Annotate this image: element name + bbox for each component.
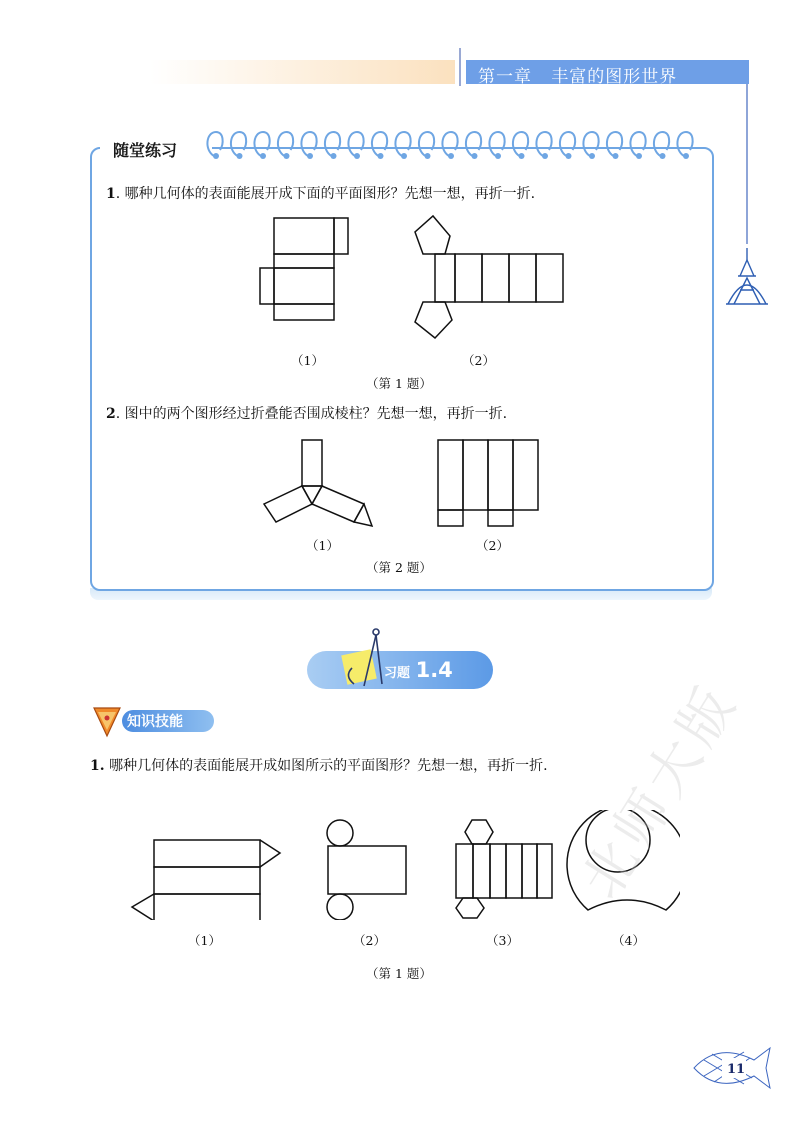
- watermark: 北师大版: [569, 672, 750, 910]
- header-divider: [459, 48, 461, 86]
- exercise-q1: [90, 755, 548, 775]
- exercise-q1-caption-3: （3）: [486, 933, 519, 948]
- exercise-q1-number: 1.: [90, 758, 105, 774]
- exercise-q1-text: 哪种几何体的表面能展开成如图所示的平面图形？先想一想，再折一折.: [109, 758, 548, 774]
- spiral-ring: [630, 132, 645, 156]
- spiral-hole: [378, 153, 384, 159]
- spiral-ring: [442, 132, 457, 156]
- header-gradient-band: [150, 60, 455, 84]
- spiral-hole: [213, 153, 219, 159]
- practice-q1-number: 1: [106, 186, 116, 202]
- spiral-hole: [472, 153, 478, 159]
- spiral-ring: [278, 132, 293, 156]
- practice-q2-figure-caption: （第 2 题）: [366, 560, 432, 575]
- practice-label: 随堂练习: [113, 141, 178, 160]
- practice-q2: 2. 图中的两个图形经过折叠能否围成棱柱？先想一想，再折一折.: [106, 406, 508, 422]
- spiral-ring: [348, 132, 363, 156]
- practice-q1-figure-caption: （第 1 题）: [366, 376, 432, 391]
- practice-q2-caption-2: （2）: [476, 538, 509, 553]
- practice-q1-caption-2: （2）: [462, 353, 495, 368]
- spiral-hole: [566, 153, 572, 159]
- exercise-q1-figure-caption: （第 1 题）: [366, 966, 432, 981]
- practice-q2-number: 2: [106, 406, 116, 422]
- practice-q1-caption-1: （1）: [291, 353, 324, 368]
- practice-q2-caption-1: （1）: [306, 538, 339, 553]
- spiral-ring: [489, 132, 504, 156]
- spiral-hole: [589, 153, 595, 159]
- spiral-ring: [372, 132, 387, 156]
- spiral-hole: [660, 153, 666, 159]
- spiral-hole: [613, 153, 619, 159]
- spiral-hole: [495, 153, 501, 159]
- spiral-hole: [542, 153, 548, 159]
- exercise-heading-word: 习题: [384, 666, 411, 681]
- spiral-hole: [260, 153, 266, 159]
- spiral-hole: [683, 153, 689, 159]
- spiral-hole: [307, 153, 313, 159]
- exercise-heading: [384, 658, 453, 682]
- compass-icon: [338, 626, 386, 690]
- spiral-hole: [284, 153, 290, 159]
- spiral-ring: [254, 132, 269, 156]
- exercise-q1-caption-4: （4）: [612, 933, 645, 948]
- spiral-ring: [325, 132, 340, 156]
- chapter-title: 第一章 丰富的图形世界: [478, 67, 678, 87]
- practice-q1: 1. 哪种几何体的表面能展开成下面的平面图形？先想一想，再折一折.: [106, 186, 536, 202]
- spiral-ring: [536, 132, 551, 156]
- spiral-binding: [200, 128, 710, 164]
- spiral-ring: [231, 132, 246, 156]
- practice-q1-figures: [250, 210, 570, 340]
- spiral-hole: [636, 153, 642, 159]
- spiral-ring: [207, 132, 222, 156]
- spiral-hole: [237, 153, 243, 159]
- spiral-ring: [301, 132, 316, 156]
- spiral-ring: [395, 132, 410, 156]
- exercise-q1-caption-1: （1）: [188, 933, 221, 948]
- section-label: 知识技能: [127, 714, 183, 730]
- spiral-hole: [519, 153, 525, 159]
- spiral-ring: [607, 132, 622, 156]
- spiral-ring: [513, 132, 528, 156]
- spiral-ring: [466, 132, 481, 156]
- spiral-ring: [583, 132, 598, 156]
- spiral-ring: [419, 132, 434, 156]
- exercise-heading-number: 1.4: [415, 658, 453, 682]
- side-divider: [746, 84, 748, 244]
- spiral-hole: [354, 153, 360, 159]
- spiral-hole: [331, 153, 337, 159]
- spiral-hole: [448, 153, 454, 159]
- practice-q2-text: 图中的两个图形经过折叠能否围成棱柱？先想一想，再折一折.: [124, 406, 508, 422]
- exercise-q1-caption-2: （2）: [353, 933, 386, 948]
- tower-icon: [724, 246, 770, 308]
- page-number: 11: [727, 1062, 746, 1077]
- pencil-icon: [90, 702, 124, 738]
- spiral-hole: [401, 153, 407, 159]
- spiral-hole: [425, 153, 431, 159]
- spiral-ring: [677, 132, 692, 156]
- spiral-ring: [654, 132, 669, 156]
- practice-q1-text: 哪种几何体的表面能展开成下面的平面图形？先想一想，再折一折.: [124, 186, 536, 202]
- practice-q2-figures: [250, 432, 570, 532]
- spiral-ring: [560, 132, 575, 156]
